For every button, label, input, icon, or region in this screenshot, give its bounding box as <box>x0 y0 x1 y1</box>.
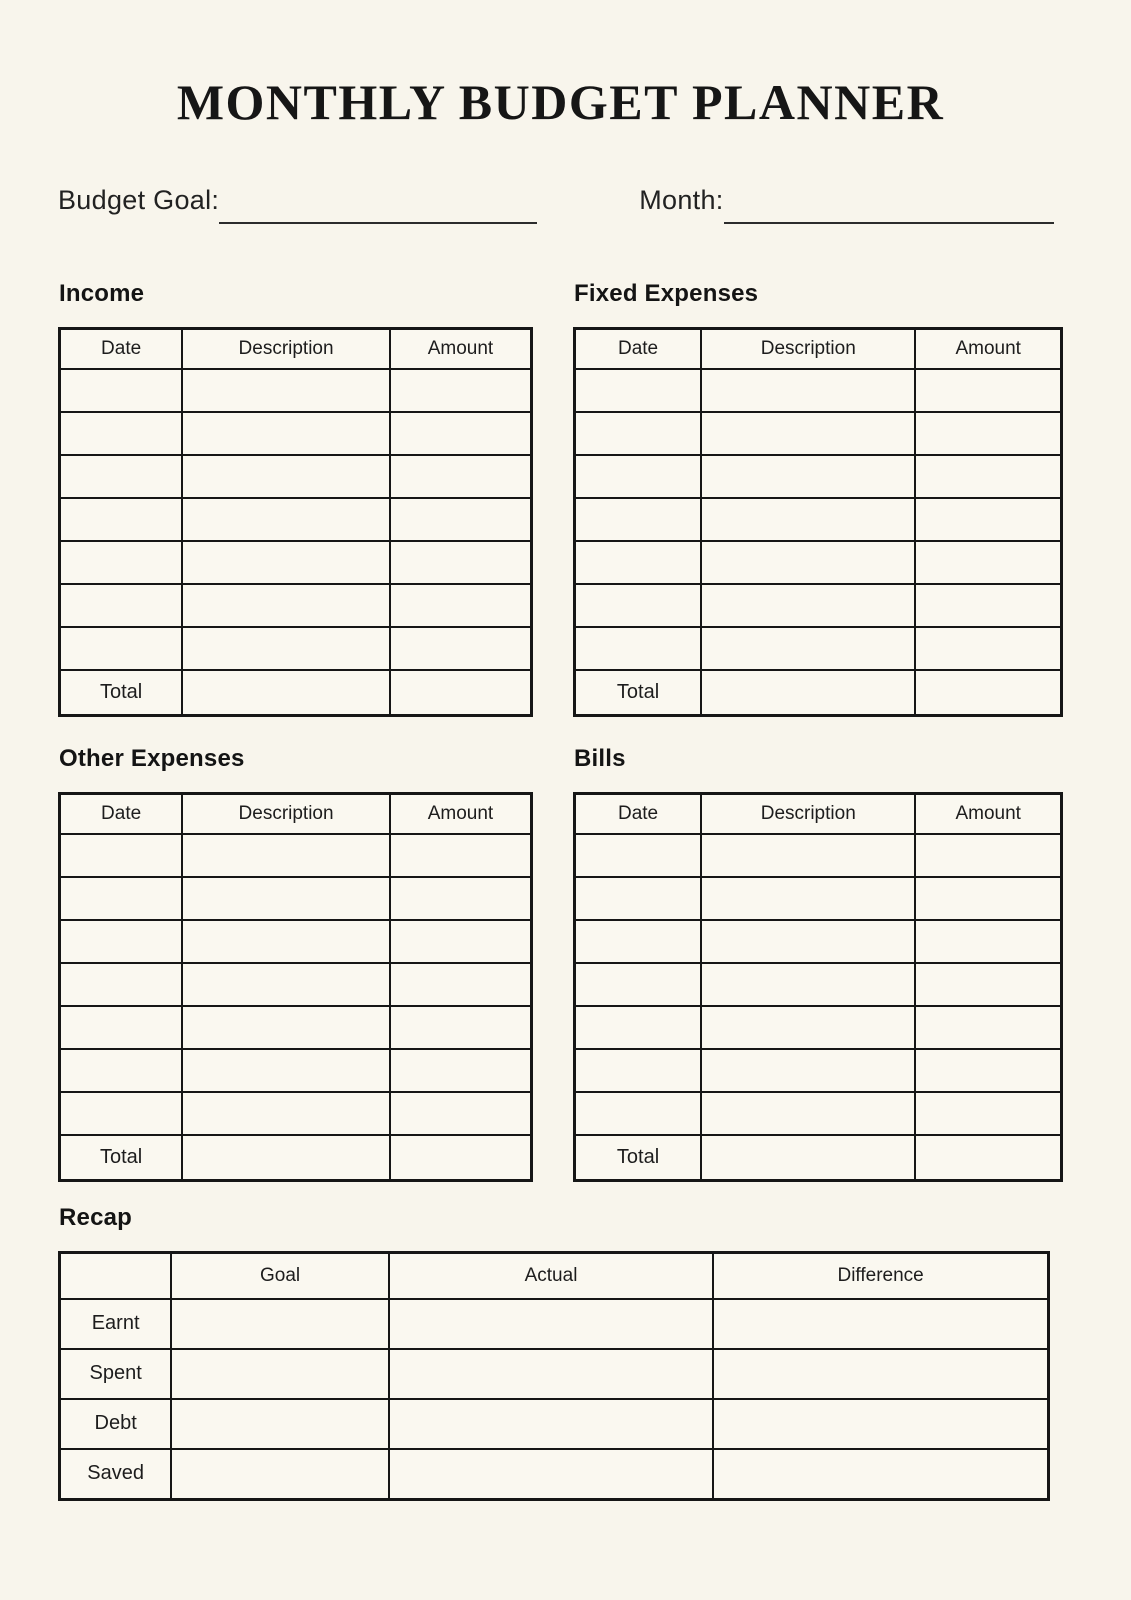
recap-column-header-actual: Actual <box>389 1252 713 1299</box>
bills-blank-row <box>575 1092 1062 1135</box>
bills-description-cell[interactable] <box>701 834 915 877</box>
fixed-expenses-total-label: Total <box>575 670 702 716</box>
bills-date-cell[interactable] <box>575 834 702 877</box>
other-expenses-blank-row <box>60 877 532 920</box>
bills-amount-cell[interactable] <box>915 1006 1061 1049</box>
bills-date-cell[interactable] <box>575 1092 702 1135</box>
bills-description-cell[interactable] <box>701 1092 915 1135</box>
fixed-expenses-date-cell[interactable] <box>575 369 702 412</box>
other-expenses-amount-cell[interactable] <box>390 1092 532 1135</box>
income-blank-row <box>60 369 532 412</box>
bills-description-cell[interactable] <box>701 1049 915 1092</box>
fixed-expenses-column-header-amount: Amount <box>915 328 1061 369</box>
income-header-row <box>60 328 532 369</box>
fixed-expenses-amount-cell[interactable] <box>915 627 1061 670</box>
recap-saved-actual-cell[interactable] <box>389 1449 713 1500</box>
bills-amount-cell[interactable] <box>915 834 1061 877</box>
other-expenses-date-cell[interactable] <box>60 1092 183 1135</box>
income-date-cell[interactable] <box>60 369 183 412</box>
other-expenses-date-cell[interactable] <box>60 1006 183 1049</box>
bills-blank-row <box>575 877 1062 920</box>
fixed-expenses-section <box>573 280 1063 717</box>
income-column-header-amount: Amount <box>390 328 532 369</box>
bills-column-header-date: Date <box>575 793 702 834</box>
other-expenses-description-cell[interactable] <box>182 1049 390 1092</box>
recap-section <box>58 1204 1063 1501</box>
fixed-expenses-blank-row <box>575 541 1062 584</box>
recap-section-title: Recap <box>59 1203 133 1231</box>
other-expenses-date-cell[interactable] <box>60 963 183 1006</box>
other-expenses-amount-cell[interactable] <box>390 877 532 920</box>
other-expenses-amount-cell[interactable] <box>390 963 532 1006</box>
income-blank-row <box>60 627 532 670</box>
recap-spent-row <box>60 1349 1049 1399</box>
income-description-cell[interactable] <box>182 369 390 412</box>
budget-goal-field-group <box>58 184 537 216</box>
fixed-expenses-blank-row <box>575 584 1062 627</box>
fixed-expenses-total-description-cell[interactable] <box>701 670 915 716</box>
other-expenses-date-cell[interactable] <box>60 1049 183 1092</box>
month-field-group <box>639 184 1053 216</box>
fixed-expenses-blank-row <box>575 498 1062 541</box>
bills-total-label: Total <box>575 1135 702 1181</box>
recap-corner-cell <box>60 1252 172 1299</box>
fixed-expenses-blank-row <box>575 369 1062 412</box>
month-input-line[interactable] <box>724 192 1054 224</box>
other-expenses-total-amount-cell[interactable] <box>390 1135 532 1181</box>
fixed-expenses-date-cell[interactable] <box>575 584 702 627</box>
recap-row-label-spent: Spent <box>60 1349 172 1399</box>
fixed-expenses-table <box>573 327 1063 717</box>
fixed-expenses-column-header-description: Description <box>701 328 915 369</box>
bills-total-row <box>575 1135 1062 1181</box>
income-column-header-description: Description <box>182 328 390 369</box>
income-total-row <box>60 670 532 716</box>
income-blank-row <box>60 584 532 627</box>
tables-grid <box>58 280 1063 1182</box>
bills-table <box>573 792 1063 1182</box>
income-description-cell[interactable] <box>182 455 390 498</box>
bills-description-cell[interactable] <box>701 920 915 963</box>
fixed-expenses-amount-cell[interactable] <box>915 541 1061 584</box>
bills-column-header-description: Description <box>701 793 915 834</box>
recap-earnt-row <box>60 1299 1049 1349</box>
fixed-expenses-description-cell[interactable] <box>701 412 915 455</box>
bills-date-cell[interactable] <box>575 877 702 920</box>
bills-amount-cell[interactable] <box>915 1049 1061 1092</box>
other-expenses-amount-cell[interactable] <box>390 1006 532 1049</box>
income-amount-cell[interactable] <box>390 584 532 627</box>
fixed-expenses-total-row <box>575 670 1062 716</box>
fixed-expenses-amount-cell[interactable] <box>915 584 1061 627</box>
recap-saved-difference-cell[interactable] <box>713 1449 1048 1500</box>
income-total-label: Total <box>60 670 183 716</box>
other-expenses-blank-row <box>60 834 532 877</box>
other-expenses-date-cell[interactable] <box>60 920 183 963</box>
income-amount-cell[interactable] <box>390 627 532 670</box>
income-date-cell[interactable] <box>60 412 183 455</box>
other-expenses-blank-row <box>60 920 532 963</box>
income-total-amount-cell[interactable] <box>390 670 532 716</box>
income-date-cell[interactable] <box>60 498 183 541</box>
fixed-expenses-date-cell[interactable] <box>575 541 702 584</box>
income-section <box>58 280 533 717</box>
bills-date-cell[interactable] <box>575 963 702 1006</box>
other-expenses-column-header-description: Description <box>182 793 390 834</box>
other-expenses-total-label: Total <box>60 1135 183 1181</box>
bills-blank-row <box>575 1049 1062 1092</box>
other-expenses-blank-row <box>60 1092 532 1135</box>
fixed-expenses-description-cell[interactable] <box>701 627 915 670</box>
bills-section-title: Bills <box>574 744 626 772</box>
recap-row-label-earnt: Earnt <box>60 1299 172 1349</box>
recap-debt-difference-cell[interactable] <box>713 1399 1048 1449</box>
other-expenses-blank-row <box>60 963 532 1006</box>
fixed-expenses-blank-row <box>575 455 1062 498</box>
other-expenses-date-cell[interactable] <box>60 834 183 877</box>
recap-table-wrap <box>58 1251 1050 1501</box>
income-amount-cell[interactable] <box>390 541 532 584</box>
recap-debt-goal-cell[interactable] <box>171 1399 389 1449</box>
recap-earnt-actual-cell[interactable] <box>389 1299 713 1349</box>
income-amount-cell[interactable] <box>390 369 532 412</box>
recap-header-row <box>60 1252 1049 1299</box>
other-expenses-amount-cell[interactable] <box>390 1049 532 1092</box>
income-description-cell[interactable] <box>182 541 390 584</box>
other-expenses-column-header-amount: Amount <box>390 793 532 834</box>
bills-blank-row <box>575 920 1062 963</box>
recap-column-header-goal: Goal <box>171 1252 389 1299</box>
recap-debt-row <box>60 1399 1049 1449</box>
bills-amount-cell[interactable] <box>915 877 1061 920</box>
fixed-expenses-blank-row <box>575 627 1062 670</box>
bills-date-cell[interactable] <box>575 1049 702 1092</box>
income-date-cell[interactable] <box>60 541 183 584</box>
fixed-expenses-amount-cell[interactable] <box>915 369 1061 412</box>
bills-description-cell[interactable] <box>701 877 915 920</box>
fixed-expenses-date-cell[interactable] <box>575 455 702 498</box>
fixed-expenses-blank-row <box>575 412 1062 455</box>
other-expenses-description-cell[interactable] <box>182 834 390 877</box>
header-fields <box>58 184 1063 216</box>
other-expenses-header-row <box>60 793 532 834</box>
income-section-title: Income <box>59 279 145 307</box>
recap-column-header-difference: Difference <box>713 1252 1048 1299</box>
budget-goal-label: Budget Goal: <box>58 184 220 215</box>
bills-date-cell[interactable] <box>575 920 702 963</box>
income-date-cell[interactable] <box>60 627 183 670</box>
income-blank-row <box>60 412 532 455</box>
other-expenses-description-cell[interactable] <box>182 920 390 963</box>
bills-amount-cell[interactable] <box>915 963 1061 1006</box>
fixed-expenses-description-cell[interactable] <box>701 584 915 627</box>
income-amount-cell[interactable] <box>390 498 532 541</box>
bills-total-amount-cell[interactable] <box>915 1135 1061 1181</box>
income-blank-row <box>60 498 532 541</box>
income-date-cell[interactable] <box>60 455 183 498</box>
income-description-cell[interactable] <box>182 498 390 541</box>
income-total-description-cell[interactable] <box>182 670 390 716</box>
other-expenses-section <box>58 745 533 1182</box>
fixed-expenses-header-row <box>575 328 1062 369</box>
income-description-cell[interactable] <box>182 627 390 670</box>
bills-column-header-amount: Amount <box>915 793 1061 834</box>
other-expenses-description-cell[interactable] <box>182 1092 390 1135</box>
bills-description-cell[interactable] <box>701 1006 915 1049</box>
fixed-expenses-amount-cell[interactable] <box>915 412 1061 455</box>
recap-row-label-debt: Debt <box>60 1399 172 1449</box>
recap-earnt-difference-cell[interactable] <box>713 1299 1048 1349</box>
other-expenses-date-cell[interactable] <box>60 877 183 920</box>
income-blank-row <box>60 541 532 584</box>
bills-date-cell[interactable] <box>575 1006 702 1049</box>
other-expenses-description-cell[interactable] <box>182 963 390 1006</box>
fixed-expenses-total-amount-cell[interactable] <box>915 670 1061 716</box>
recap-table <box>58 1251 1050 1501</box>
recap-saved-goal-cell[interactable] <box>171 1449 389 1500</box>
income-date-cell[interactable] <box>60 584 183 627</box>
other-expenses-column-header-date: Date <box>60 793 183 834</box>
recap-debt-actual-cell[interactable] <box>389 1399 713 1449</box>
fixed-expenses-description-cell[interactable] <box>701 455 915 498</box>
income-column-header-date: Date <box>60 328 183 369</box>
bills-total-description-cell[interactable] <box>701 1135 915 1181</box>
income-description-cell[interactable] <box>182 412 390 455</box>
other-expenses-section-title: Other Expenses <box>59 744 245 772</box>
other-expenses-blank-row <box>60 1049 532 1092</box>
fixed-expenses-amount-cell[interactable] <box>915 455 1061 498</box>
other-expenses-description-cell[interactable] <box>182 1006 390 1049</box>
recap-saved-row <box>60 1449 1049 1500</box>
income-amount-cell[interactable] <box>390 412 532 455</box>
fixed-expenses-description-cell[interactable] <box>701 541 915 584</box>
month-label: Month: <box>639 184 724 215</box>
fixed-expenses-amount-cell[interactable] <box>915 498 1061 541</box>
income-blank-row <box>60 455 532 498</box>
recap-row-label-saved: Saved <box>60 1449 172 1500</box>
fixed-expenses-section-title: Fixed Expenses <box>574 279 759 307</box>
income-description-cell[interactable] <box>182 584 390 627</box>
other-expenses-blank-row <box>60 1006 532 1049</box>
bills-blank-row <box>575 834 1062 877</box>
bills-description-cell[interactable] <box>701 963 915 1006</box>
fixed-expenses-date-cell[interactable] <box>575 498 702 541</box>
bills-blank-row <box>575 963 1062 1006</box>
other-expenses-amount-cell[interactable] <box>390 834 532 877</box>
recap-spent-goal-cell[interactable] <box>171 1349 389 1399</box>
budget-goal-input-line[interactable] <box>219 192 537 224</box>
fixed-expenses-description-cell[interactable] <box>701 498 915 541</box>
fixed-expenses-date-cell[interactable] <box>575 412 702 455</box>
bills-header-row <box>575 793 1062 834</box>
bills-section <box>573 745 1063 1182</box>
other-expenses-description-cell[interactable] <box>182 877 390 920</box>
recap-spent-actual-cell[interactable] <box>389 1349 713 1399</box>
bills-amount-cell[interactable] <box>915 920 1061 963</box>
bills-amount-cell[interactable] <box>915 1092 1061 1135</box>
other-expenses-amount-cell[interactable] <box>390 920 532 963</box>
page-title: MONTHLY BUDGET PLANNER <box>176 74 945 130</box>
income-amount-cell[interactable] <box>390 455 532 498</box>
other-expenses-total-row <box>60 1135 532 1181</box>
fixed-expenses-description-cell[interactable] <box>701 369 915 412</box>
fixed-expenses-date-cell[interactable] <box>575 627 702 670</box>
other-expenses-total-description-cell[interactable] <box>182 1135 390 1181</box>
other-expenses-table <box>58 792 533 1182</box>
fixed-expenses-column-header-date: Date <box>575 328 702 369</box>
bills-blank-row <box>575 1006 1062 1049</box>
recap-spent-difference-cell[interactable] <box>713 1349 1048 1399</box>
income-table <box>58 327 533 717</box>
recap-earnt-goal-cell[interactable] <box>171 1299 389 1349</box>
